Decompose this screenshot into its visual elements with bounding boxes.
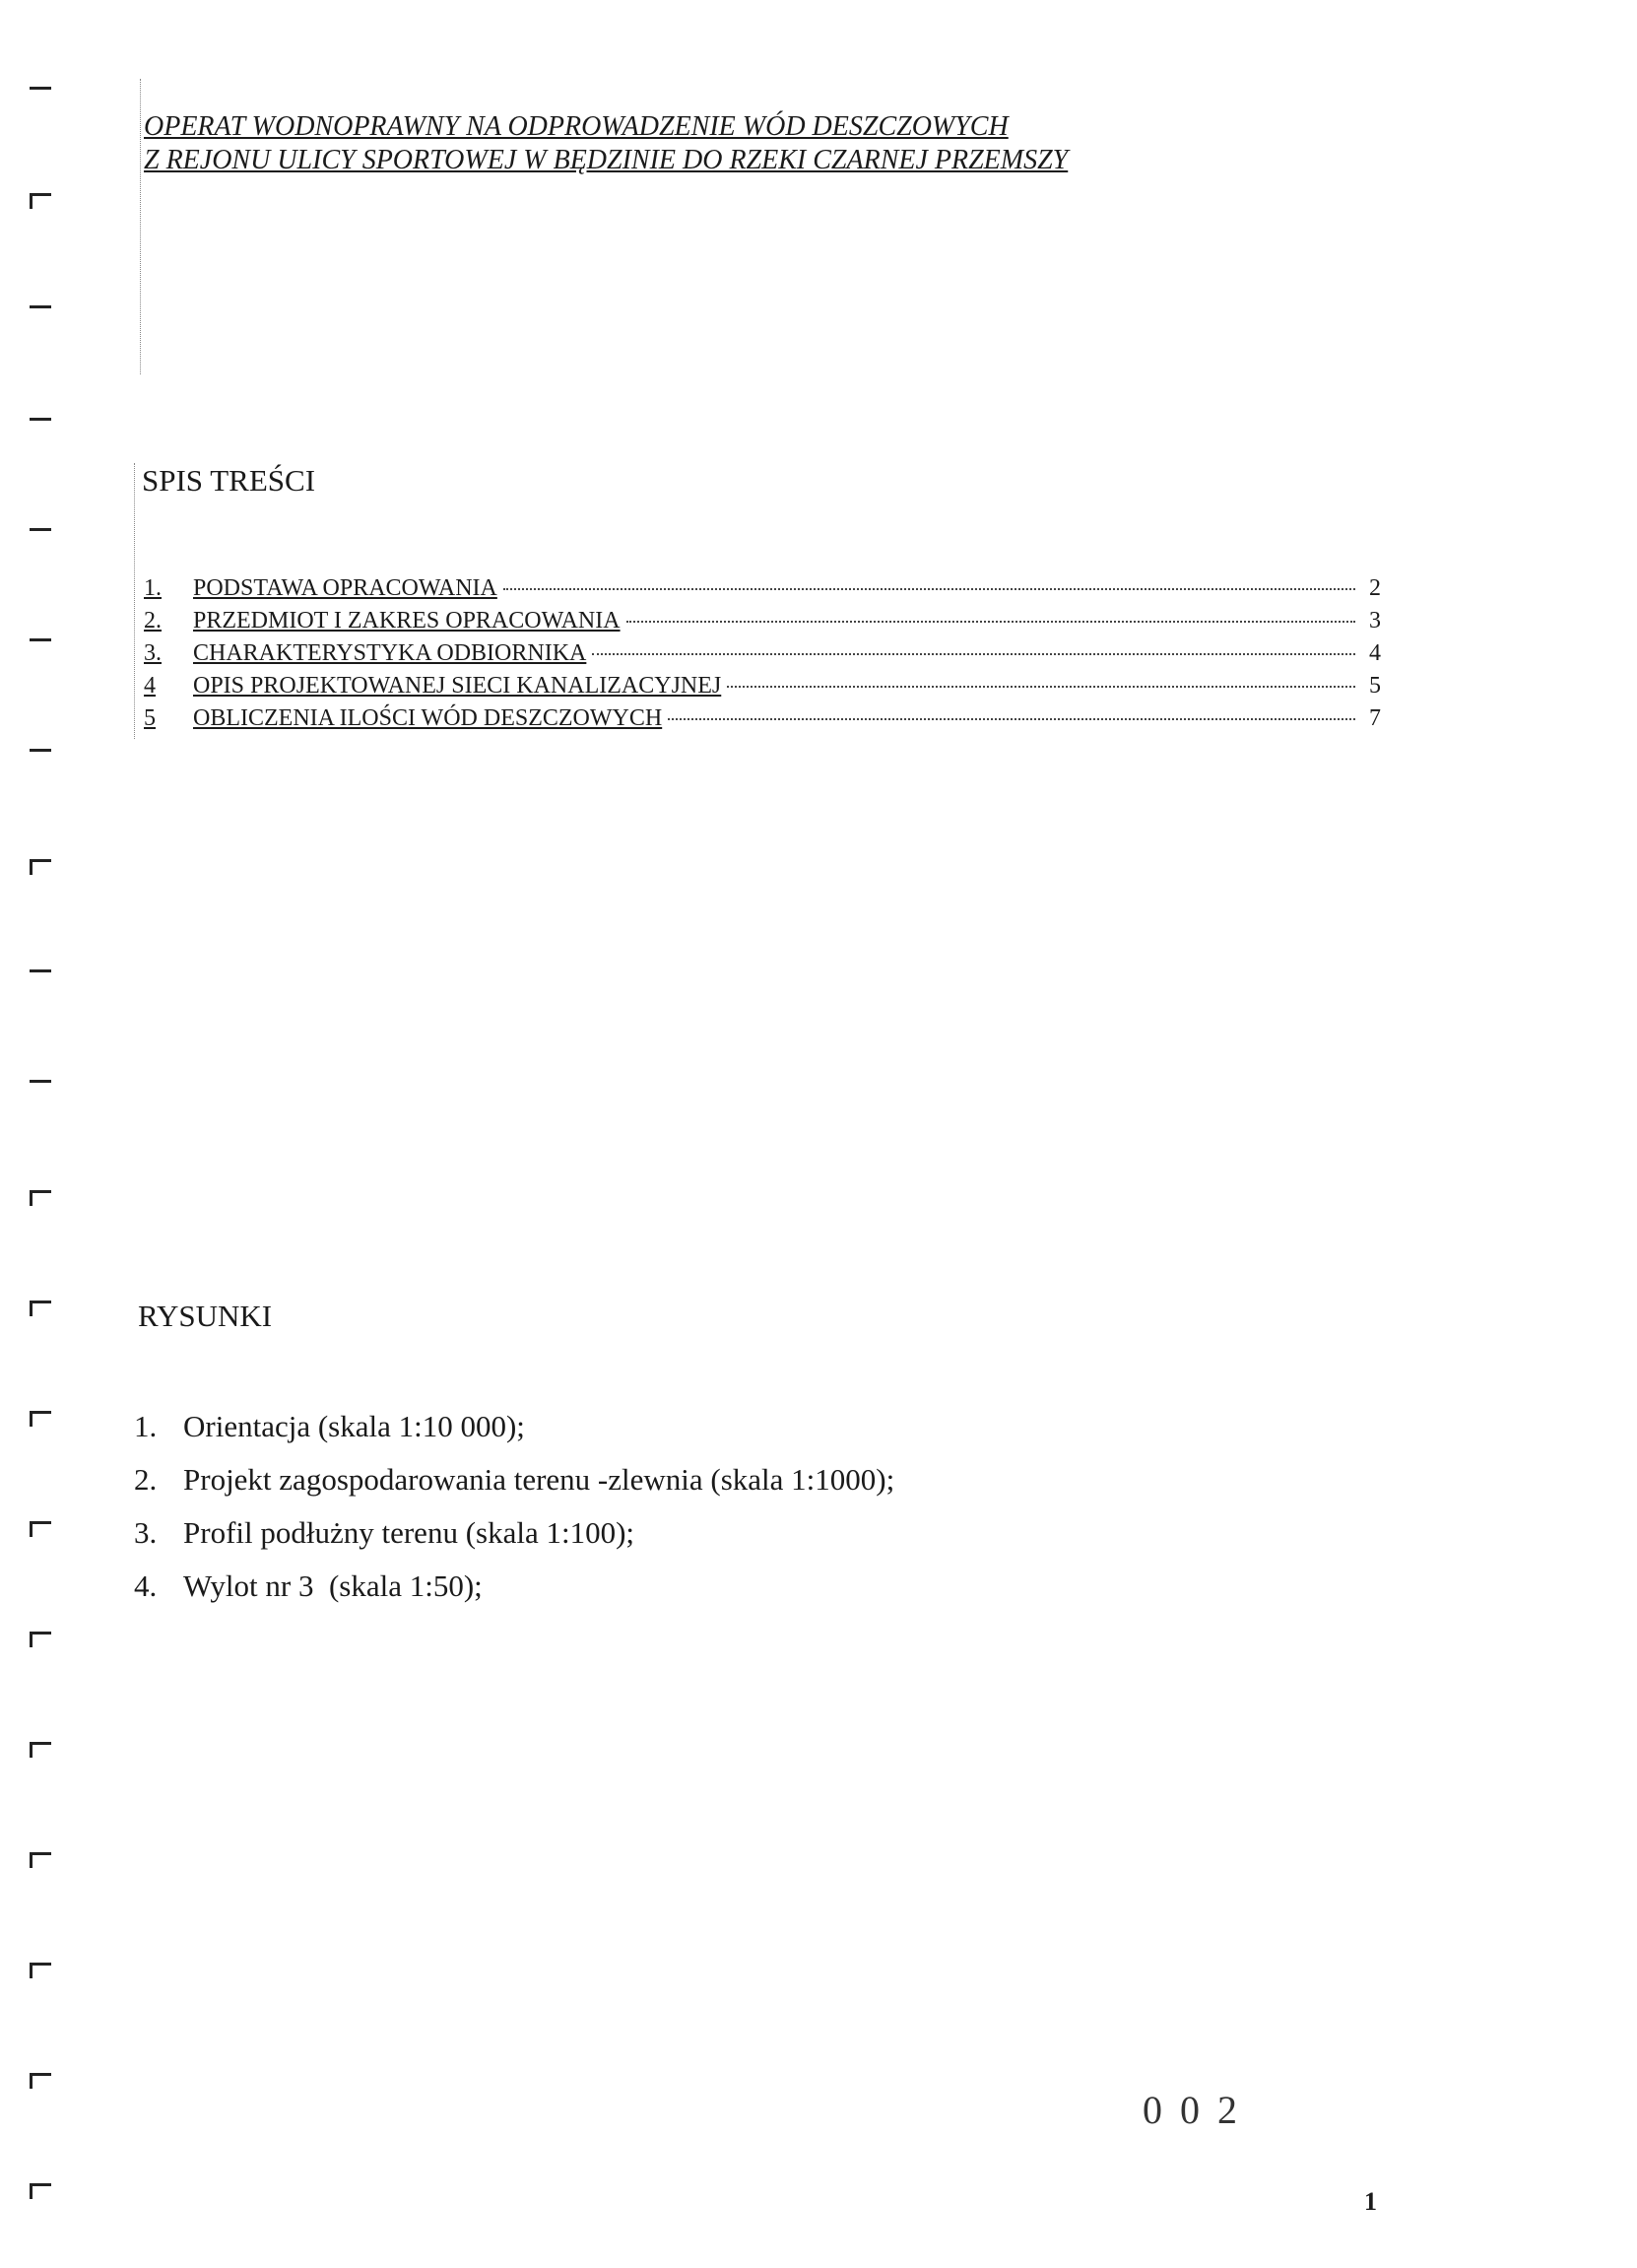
toc-entry[interactable] <box>144 673 1381 705</box>
toc-entry-page: 3 <box>1369 608 1381 634</box>
toc-entry-label: OBLICZENIA ILOŚCI WÓD DESZCZOWYCH <box>193 705 663 731</box>
scan-line <box>134 463 136 739</box>
table-of-contents <box>144 575 1381 738</box>
toc-title: SPIS TREŚCI <box>142 463 316 498</box>
toc-entry-page: 5 <box>1369 673 1381 699</box>
scan-mark <box>30 528 51 531</box>
figure-item <box>134 1409 894 1462</box>
scan-mark <box>30 87 51 90</box>
scan-mark <box>30 193 51 196</box>
toc-entry-label: CHARAKTERYSTYKA ODBIORNIKA <box>193 640 587 666</box>
toc-entry-number: 4 <box>144 673 156 699</box>
toc-entry-number: 1. <box>144 575 162 601</box>
toc-leader-dots <box>668 718 1355 720</box>
toc-leader-dots <box>626 621 1355 623</box>
scan-mark <box>30 2183 51 2186</box>
scan-mark <box>30 1963 51 1966</box>
figure-number: 4. <box>134 1568 158 1603</box>
toc-entry-number: 2. <box>144 608 162 634</box>
figure-label: Orientacja (skala 1:10 000); <box>183 1409 525 1443</box>
toc-entry[interactable] <box>144 705 1381 738</box>
toc-entry-page: 4 <box>1369 640 1381 666</box>
scan-mark <box>30 305 51 308</box>
toc-entry-label: OPIS PROJEKTOWANEJ SIECI KANALIZACYJNEJ <box>193 673 722 699</box>
scan-mark <box>30 638 51 641</box>
toc-entry-page: 2 <box>1369 575 1381 601</box>
toc-entry[interactable] <box>144 608 1381 640</box>
figure-number: 1. <box>134 1409 158 1443</box>
toc-entry[interactable] <box>144 575 1381 608</box>
toc-leader-dots <box>503 588 1355 590</box>
toc-entry-page: 7 <box>1369 705 1381 731</box>
toc-entry-label: PRZEDMIOT I ZAKRES OPRACOWANIA <box>193 608 621 634</box>
figure-number: 3. <box>134 1515 158 1550</box>
figure-number: 2. <box>134 1462 158 1497</box>
scan-mark <box>30 1632 51 1634</box>
toc-leader-dots <box>727 686 1355 688</box>
page-number: 1 <box>1364 2187 1377 2216</box>
scan-mark <box>30 1080 51 1083</box>
figure-item <box>134 1462 894 1515</box>
scan-mark <box>30 1521 51 1524</box>
figure-label: Projekt zagospodarowania terenu -zlewnia (skala 1:1000); <box>183 1462 895 1497</box>
scan-mark <box>30 1301 51 1303</box>
figure-label: Wylot nr 3 (skala 1:50); <box>183 1568 483 1603</box>
scan-mark <box>30 1742 51 1745</box>
scan-mark <box>30 2073 51 2076</box>
sheet-stamp-number: 0 0 2 <box>1143 2088 1241 2132</box>
scan-mark <box>30 1852 51 1855</box>
toc-entry-number: 3. <box>144 640 162 666</box>
figures-title: RYSUNKI <box>138 1299 273 1333</box>
scan-mark <box>30 1411 51 1414</box>
toc-entry-label: PODSTAWA OPRACOWANIA <box>193 575 497 601</box>
header-line-1: OPERAT WODNOPRAWNY NA ODPROWADZENIE WÓD DESZCZOWYCH <box>144 111 1009 142</box>
scan-line <box>140 79 142 374</box>
figure-label: Profil podłużny terenu (skala 1:100); <box>183 1515 635 1550</box>
document-header <box>144 110 1068 177</box>
scan-mark <box>30 749 51 752</box>
toc-leader-dots <box>592 653 1355 655</box>
figure-item <box>134 1568 894 1622</box>
scan-mark <box>30 859 51 862</box>
scan-mark <box>30 1190 51 1193</box>
figure-item <box>134 1515 894 1568</box>
figures-list <box>134 1409 894 1622</box>
toc-entry-number: 5 <box>144 705 156 731</box>
toc-entry[interactable] <box>144 640 1381 673</box>
scan-mark <box>30 418 51 421</box>
scan-mark <box>30 969 51 972</box>
header-line-2: Z REJONU ULICY SPORTOWEJ W BĘDZINIE DO RZEKI CZARNEJ PRZEMSZY <box>144 145 1069 175</box>
